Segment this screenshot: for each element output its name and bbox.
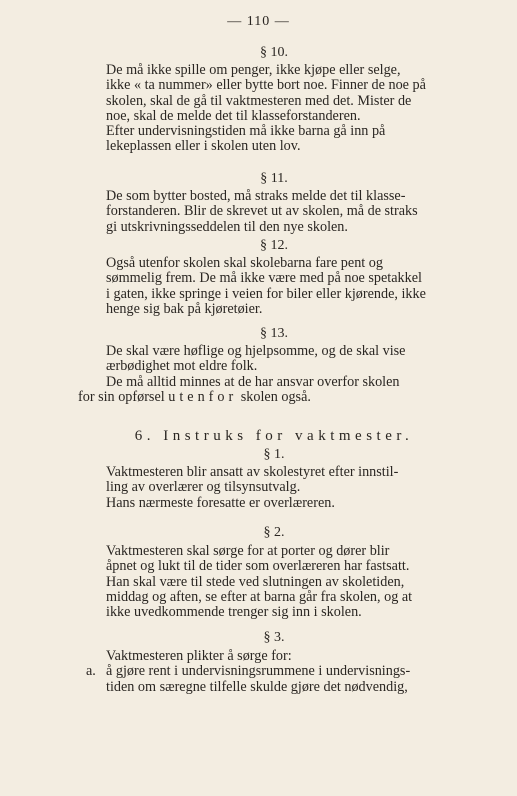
section-title: § 3.: [263, 630, 285, 645]
text-line: tiden om særegne tilfelle skulde gjøre det nødvendig,: [106, 678, 408, 695]
section-title: § 13.: [260, 326, 288, 341]
paragraph: [78, 465, 470, 496]
paragraph: [78, 390, 470, 405]
text-line: ikke « ta nummer» eller bytte bort noe. Finner de noe på: [106, 77, 426, 94]
chapter-heading-block: [78, 428, 470, 445]
section-13: [78, 325, 470, 405]
text-line: ærbødighet mot eldre folk.: [106, 358, 258, 375]
paragraph: [78, 649, 470, 664]
paragraph: [78, 544, 470, 575]
paragraph: [78, 256, 470, 317]
chapter-heading: 6. Instruks for vaktmester.: [134, 428, 414, 444]
text-line: noe, skal de melde det til klasseforstanderen.: [106, 107, 361, 124]
list-item: [78, 664, 470, 695]
text-line: De må alltid minnes at de har ansvar overfor skolen: [106, 373, 400, 390]
text-line: De må ikke spille om penger, ikke kjøpe eller selge,: [106, 62, 401, 78]
section-title: § 1.: [263, 447, 285, 462]
text-line: [78, 390, 470, 405]
spaced-text: utenfor: [168, 388, 238, 405]
section-title: § 11.: [260, 171, 288, 186]
text-line: lekeplassen eller i skolen uten lov.: [106, 138, 301, 155]
paragraph: [78, 344, 470, 375]
text-line: ikke uvedkommende trenger sig inn i skolen.: [106, 604, 362, 621]
text-line: åpnet og lukt til de tider som overlæreren har fastsatt.: [106, 558, 410, 575]
paragraph: [78, 124, 470, 155]
text-line: Vaktmesteren plikter å sørge for:: [106, 648, 292, 664]
text-line: Vaktmesteren skal sørge for at porter og dører blir: [106, 543, 390, 559]
text-line: sømmelig frem. De må ikke være med på noe spetakkel: [106, 270, 422, 287]
section-2: [78, 524, 470, 620]
text-line: ling av overlærer og tilsynsutvalg.: [106, 479, 301, 496]
paragraph: [78, 63, 470, 124]
paragraph: [78, 496, 470, 511]
text-line: Efter undervisningstiden må ikke barna gå inn på: [106, 123, 386, 140]
text-line: Han skal være til stede ved slutningen av skoletiden,: [106, 573, 405, 590]
text-line: gi utskrivningsseddelen til den nye skolen.: [106, 218, 348, 235]
section-1: [78, 446, 470, 511]
paragraph: [78, 375, 470, 390]
section-3: [78, 629, 470, 695]
text-run: for sin opførsel: [78, 388, 169, 405]
section-title: § 12.: [260, 238, 288, 253]
section-12: [78, 237, 470, 317]
text-line: skolen, skal de gå til vaktmesteren med det. Mister de: [106, 92, 412, 109]
text-line: å gjøre rent i undervisningsrummene i undervisnings-: [106, 663, 411, 680]
text-line: forstanderen. Blir de skrevet ut av skolen, må de straks: [106, 203, 418, 220]
section-title: § 10.: [260, 45, 288, 60]
text-line: De som bytter bosted, må straks melde det til klasse-: [106, 188, 406, 204]
text-run: skolen også.: [237, 388, 311, 405]
section-10: [78, 44, 470, 155]
page-number: — 110 —: [227, 14, 290, 29]
text-line: Vaktmesteren blir ansatt av skolestyret efter innstil-: [106, 464, 399, 480]
text-line: henge sig bak på kjøretøier.: [106, 300, 263, 317]
paragraph: [78, 189, 470, 235]
text-line: middag og aften, se efter at barna går fra skolen, og at: [106, 588, 413, 605]
text-line: i gaten, ikke springe i veien for biler eller kjørende, ikke: [106, 285, 426, 302]
text-line: Også utenfor skolen skal skolebarna fare pent og: [106, 255, 383, 271]
text-line: Hans nærmeste foresatte er overlæreren.: [106, 494, 335, 511]
section-11: [78, 170, 470, 235]
paragraph: [78, 575, 470, 621]
list-item-label: a.: [86, 663, 96, 680]
section-title: § 2.: [263, 525, 285, 540]
text-line: De skal være høflige og hjelpsomme, og de skal vise: [106, 343, 406, 359]
